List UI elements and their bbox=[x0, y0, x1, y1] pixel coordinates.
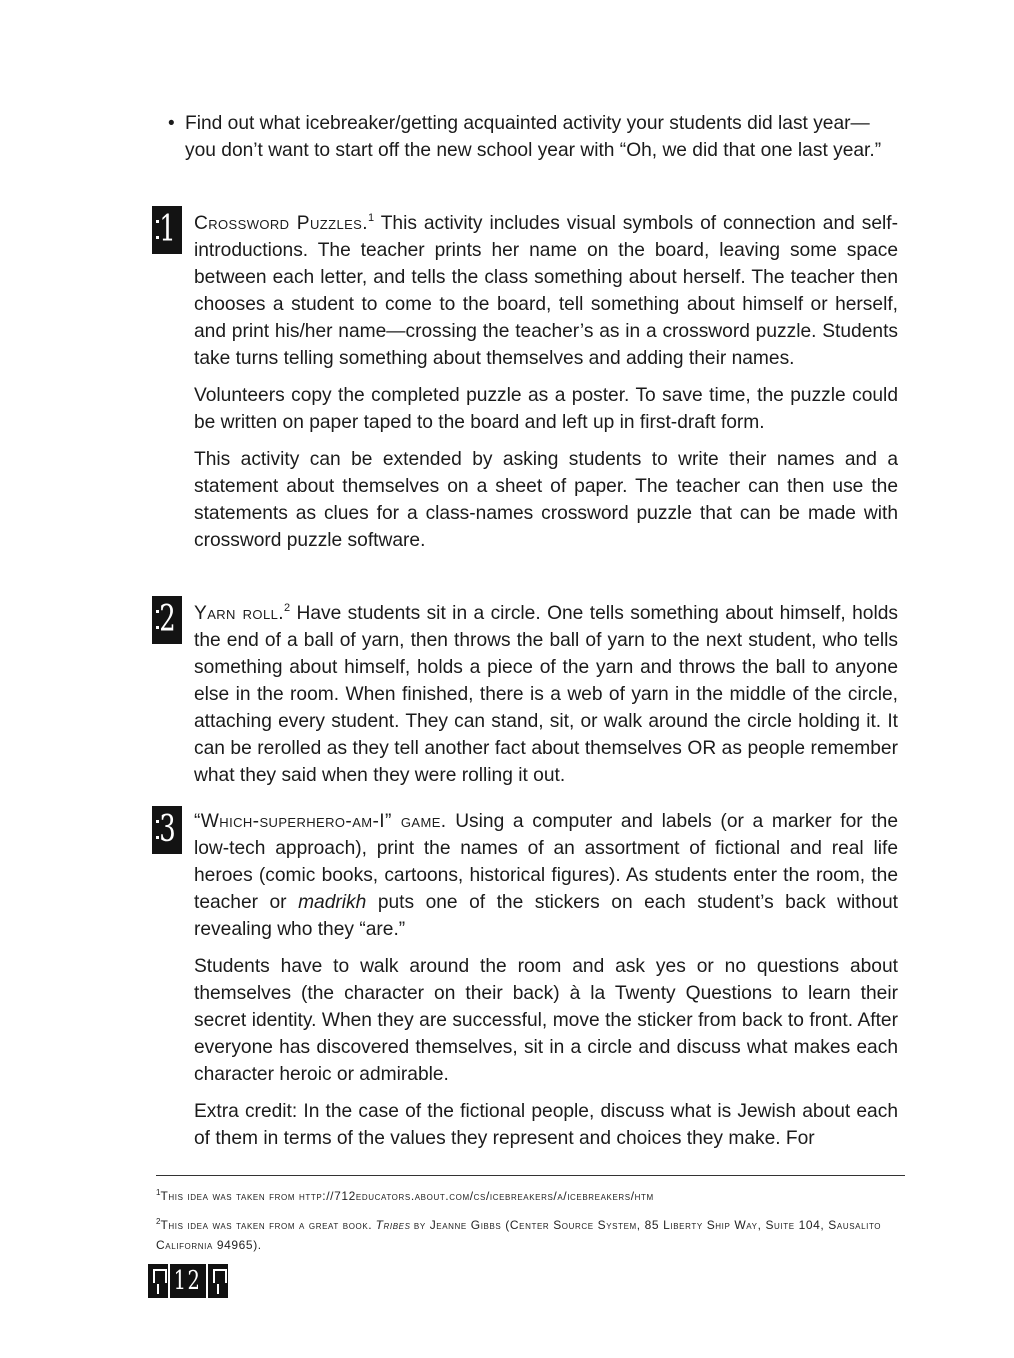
section-2-paragraph-1: Yarn roll.$^2$ Have students sit in a circle. One tells something about himself, holds the end of a ball of yarn, then throws the ball of yarn to the next student, who tells something about himself, holds a piece of the yarn and throws the ball to anyone else in the room. When finished, there is a web of yarn in the middle of the circle, attaching every student. They can stand, sit, or walk around the circle holding it. It can be rerolled as they tell another fact about themselves OR as people remember what they said when they were rolling it out. bbox=[194, 601, 898, 786]
page-number bbox=[148, 1264, 228, 1298]
section-3-paragraph-3: Extra credit: In the case of the fictional people, discuss what is Jewish about each of them in terms of the values they represent and choices they make. For bbox=[194, 1101, 898, 1149]
section-yarn-roll bbox=[194, 600, 898, 789]
footnote-1: $^1$This idea was taken from http://712educators.about.com/cs/icebreakers/a/icebreakers/htm bbox=[156, 1188, 654, 1203]
section-1-title: Crossword Puzzles. bbox=[194, 213, 368, 234]
bullet-item bbox=[168, 110, 898, 164]
section-3-paragraph-1: “Which-superhero-am-I” game. Using a computer and labels (or a marker for the low-tech approach), print the names of an assortment of fictional and real life heroes (comic books, cartoons, historical figures). As students enter the room, the teacher or madrikh puts one of the stickers on each student’s back without revealing who they “are.” bbox=[194, 811, 899, 940]
madrikh-term: madrikh bbox=[298, 892, 367, 913]
section-1-paragraph-1: Crossword Puzzles.$^1$ This activity includes visual symbols of connection and self-introductions. The teacher prints her name on the board, leaving some space between each letter, and tells the class something about herself. The teacher then chooses a student to come to the board, tell something about himself or herself, and print his/her name—crossing the teacher’s as in a crossword puzzle. Students take turns telling something about themselves and adding their names. bbox=[194, 211, 898, 369]
page-number-value: 12 bbox=[170, 1264, 206, 1298]
footnotes bbox=[156, 1183, 905, 1255]
footnote-ref-1: 1 bbox=[367, 211, 375, 224]
section-crossword-puzzles bbox=[194, 210, 898, 554]
footnote-divider bbox=[156, 1175, 905, 1176]
section-number-1: 1 bbox=[152, 206, 182, 254]
section-2-title: Yarn roll. bbox=[194, 603, 284, 624]
footnote-ref-2: 2 bbox=[283, 601, 291, 614]
section-1-paragraph-3: This activity can be extended by asking students to write their names and a statement about themselves on a sheet of paper. The teacher can then use the statements as clues for a class-names crossword puzzle that can be made with crossword puzzle software. bbox=[194, 449, 898, 551]
section-number-3: 3 bbox=[152, 806, 182, 854]
section-3-paragraph-2: Students have to walk around the room and ask yes or no questions about themselves (the character on their back) à la Twenty Questions to learn their secret identity. When they are successful, move the sticker from back to front. After everyone has discovered themselves, sit in a circle and discuss what makes each character heroic or admirable. bbox=[194, 956, 898, 1085]
ornament-right-icon bbox=[208, 1264, 228, 1298]
ornament-left-icon bbox=[148, 1264, 168, 1298]
bullet-dot: • bbox=[168, 113, 175, 134]
section-number-2: 2 bbox=[152, 596, 182, 644]
footnote-2: $^2$This idea was taken from a great book. Tribes by Jeanne Gibbs (Center Source System, 85 Liberty Ship Way, Suite 104, Sausalito California 94965). bbox=[156, 1217, 882, 1252]
section-3-title: “Which-superhero-am-I” game. bbox=[194, 811, 447, 832]
section-superhero-game bbox=[194, 808, 898, 1152]
bullet-text: Find out what icebreaker/getting acquainted activity your students did last year—you don’t want to start off the new school year with “Oh, we did that one last year.” bbox=[185, 113, 882, 161]
section-1-paragraph-2: Volunteers copy the completed puzzle as a poster. To save time, the puzzle could be written on paper taped to the board and left up in first-draft form. bbox=[194, 385, 898, 433]
